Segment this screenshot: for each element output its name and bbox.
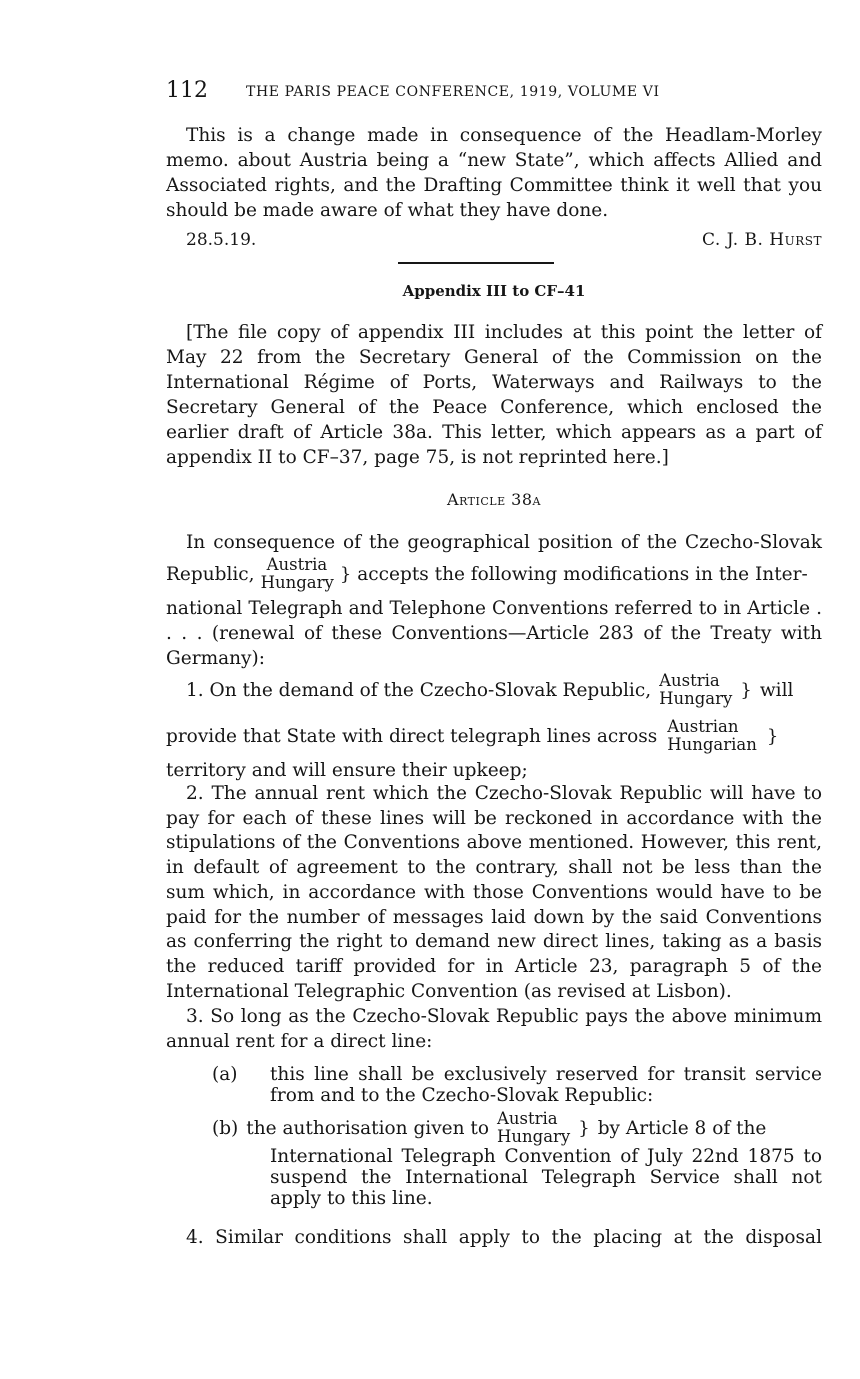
clause-1-line-2-text: provide that State with direct telegraph lines across [166,725,658,747]
clause-1-line-2 [166,718,822,754]
running-header [166,78,826,108]
section-divider [398,262,554,264]
clause-1-line-3: territory and will ensure their upkeep; [166,760,528,781]
memo-paragraph: This is a change made in consequence of the Headlam-Morley memo. about Austria being a “new State”, which affects Allied and Associated rights, and the Drafting Committee think it well that you should be made aware of what they have done. [166,125,822,221]
brace-option-hungary: Hungary [497,1127,571,1146]
brace-option-hungarian: Hungarian [667,735,757,754]
brace-mark: } [578,1117,590,1139]
sub-clause-a-text: this line shall be exclusively reserved for transit service from and to the Czecho-Slovak Republic: [270,1064,822,1106]
intro-line-1: In consequence of the geographical position of the Czecho-Slovak [186,532,822,553]
sub-clause-b-brace [497,1110,570,1146]
sub-clause-a-label: (a) [212,1064,238,1085]
article-heading: Article 38a [447,490,541,509]
appendix-heading: Appendix III to CF–41 [402,282,586,300]
clause-1-line-1 [166,672,822,708]
sub-clause-a [212,1064,822,1106]
brace-mark: } [766,725,779,747]
memo-signature: C. J. B. Hurst [701,230,822,250]
running-title: THE PARIS PEACE CONFERENCE, 1919, VOLUME VI [246,84,660,100]
clause-1-brace-2 [667,718,757,754]
clause-1-after: will [759,679,794,701]
intro-after-brace: accepts the following modifications in the Inter- [357,563,808,585]
sub-clause-b-label: (b) [212,1117,239,1139]
intro-country-brace [261,556,334,592]
intro-rest: national Telegraph and Telephone Conventions referred to in Article . . . . (renewal of these Conventions—Article 283 of the Treaty with Germany): [166,598,822,669]
brace-mark: } [740,679,752,701]
brace-option-austria: Austria [497,1109,558,1128]
intro-line-2 [166,556,822,592]
page-number: 112 [166,78,208,103]
brace-option-hungary: Hungary [260,573,334,592]
editorial-note: [The file copy of appendix III includes at this point the letter of May 22 from the Secretary General of the Commission on the International Régime of Ports, Waterways and Railways to the Secretary General of the Peace Conference, which enclosed the earlier draft of Article 38a. This letter, which appears as a part of appendix II to CF–37, page 75, is not reprinted here.] [166,322,822,468]
brace-option-austrian: Austrian [667,717,739,736]
clause-1-before: 1. On the demand of the Czecho-Slovak Republic, [186,679,652,701]
brace-option-hungary: Hungary [659,689,733,708]
clause-2: 2. The annual rent which the Czecho-Slovak Republic will have to pay for each of these lines will be reckoned in accordance with the stipulations of the Conventions above mentioned. However, this rent, in default of agreement to the contrary, shall not be less than the sum which, in accordance with those Conventions would have to be paid for the number of messages laid down by the said Conventions as conferring the right to demand new direct lines, taking as a basis the reduced tariff provided for in Article 23, paragraph 5 of the International Telegraphic Convention (as revised at Lisbon). [166,783,822,1002]
clause-1-brace [659,672,732,708]
sub-clause-b-rest: International Telegraph Convention of July 22nd 1875 to suspend the International Telegraph Service shall not apply to this line. [270,1146,822,1209]
memo-date: 28.5.19. [186,230,257,250]
sub-clause-b-after: by Article 8 of the [597,1117,767,1139]
clause-3: 3. So long as the Czecho-Slovak Republic pays the above minimum annual rent for a direct line: [166,1006,822,1052]
clause-4: 4. Similar conditions shall apply to the placing at the disposal [186,1227,822,1248]
brace-option-austria: Austria [659,671,720,690]
sub-clause-b-before: the authorisation given to [246,1117,489,1139]
brace-mark: } [339,563,352,585]
intro-republic: Republic, [166,563,255,585]
brace-option-austria: Austria [266,555,328,574]
sub-clause-b-line-1 [212,1110,822,1146]
